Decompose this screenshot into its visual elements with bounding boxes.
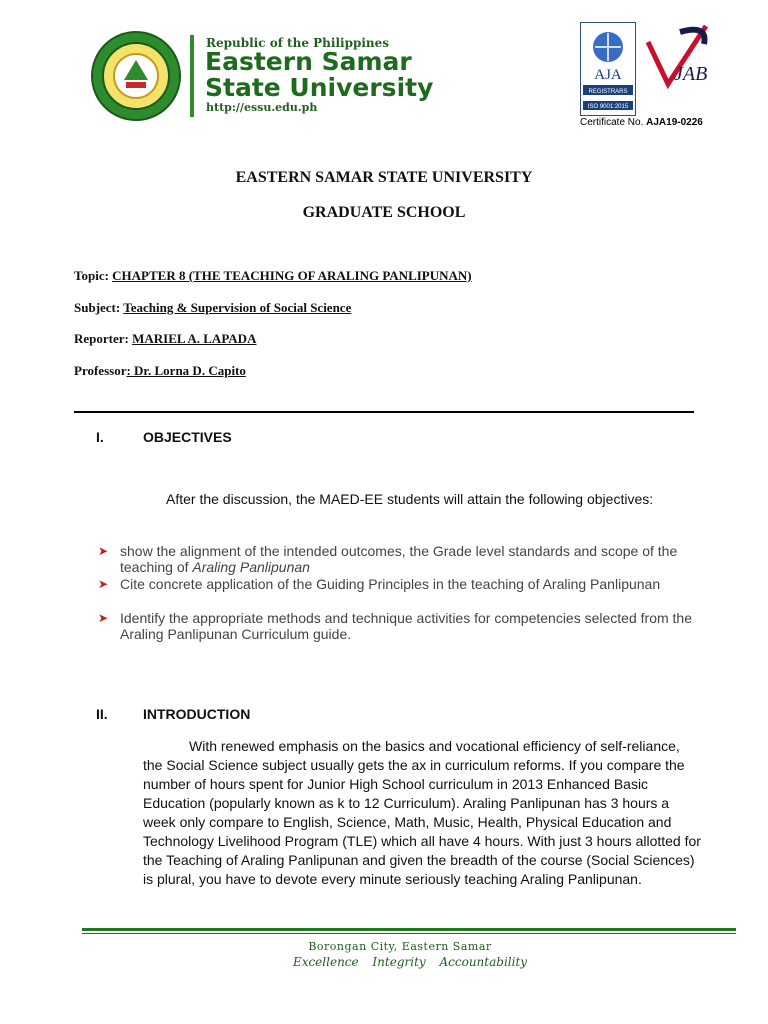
bullet-italic: Araling Panlipunan — [192, 559, 310, 575]
bullet-text: show the alignment of the intended outcomes, the Grade level standards and scope of the teaching of — [120, 543, 678, 575]
aja-certification-logo — [580, 22, 636, 116]
horizontal-rule — [74, 411, 694, 413]
footer-rule-thick — [82, 928, 736, 931]
republic-label: Republic of the Philippines — [206, 36, 390, 50]
footer-motto: Excellence Integrity Accountability — [292, 955, 528, 969]
subject-row — [74, 300, 351, 316]
university-name-line2: State University — [205, 73, 434, 102]
iso-text: ISO 9001:2015 — [587, 104, 629, 110]
professor-value: : Dr. Lorna D. Capito — [126, 363, 246, 378]
footer-city: Borongan City, Eastern Samar — [308, 940, 492, 953]
reporter-value: MARIEL A. LAPADA — [132, 331, 257, 346]
objectives-number: I. — [96, 429, 104, 445]
certificate-label: Certificate No. — [580, 117, 644, 128]
objectives-intro: After the discussion, the MAED-EE students will attain the following objectives: — [166, 491, 654, 507]
jab-text: JAB — [674, 63, 708, 85]
topic-label: Topic: — [74, 268, 109, 283]
subject-value: Teaching & Supervision of Social Science — [123, 300, 352, 315]
professor-label: Professor — [74, 363, 127, 378]
certificate-value: AJA19-0226 — [646, 117, 703, 128]
bullet-text: Identify the appropriate methods and technique activities for competencies selected from the Araling Panlipunan Curriculum guide. — [120, 610, 692, 642]
introduction-number: II. — [96, 706, 108, 722]
document-subtitle: GRADUATE SCHOOL — [302, 204, 466, 221]
footer-rule-thin — [82, 933, 736, 934]
introduction-heading: INTRODUCTION — [143, 706, 251, 722]
aja-text: AJA — [594, 67, 622, 83]
university-url: http://essu.edu.ph — [206, 101, 318, 114]
topic-row — [74, 268, 472, 284]
introduction-paragraph: With renewed emphasis on the basics and vocational efficiency of self-reliance, the Social Science subject usually gets the ax in curriculum reforms. If you compare the number of hours spent for Junior High School curriculum in 2013 Enhanced Basic Education (popularly known as k to 12 Curriculum). Araling Panlipunan has 3 hours a week only compare to English, Science, Math, Music, Health, Physical Education and Technology Livelihood Program (TLE) which all have 4 hours. With just 3 hours allotted for the Teaching of Araling Panlipunan and given the breadth of the course (Social Sciences) is plural, you have to devote every minute seriously teaching Araling Panlipunan. — [143, 738, 701, 887]
arrow-bullet-icon: ➤ — [98, 611, 109, 625]
aja-sub: REGISTRARS — [588, 89, 628, 95]
university-seal-logo — [90, 30, 182, 122]
bullet-text: Cite concrete application of the Guiding Principles in the teaching of Araling Panlipunan — [120, 576, 661, 592]
objectives-heading: OBJECTIVES — [143, 429, 232, 445]
university-name-line1: Eastern Samar — [205, 47, 412, 76]
reporter-row — [74, 331, 256, 347]
jab-accreditation-logo — [640, 22, 710, 112]
topic-value: CHAPTER 8 (THE TEACHING OF ARALING PANLIPUNAN) — [112, 268, 472, 283]
header-divider — [190, 35, 194, 117]
subject-label: Subject: — [74, 300, 121, 315]
arrow-bullet-icon: ➤ — [98, 544, 109, 558]
certificate-number — [580, 117, 703, 128]
arrow-bullet-icon: ➤ — [98, 577, 109, 591]
reporter-label: Reporter: — [74, 331, 129, 346]
document-title: EASTERN SAMAR STATE UNIVERSITY — [235, 169, 533, 186]
professor-row — [74, 363, 246, 379]
